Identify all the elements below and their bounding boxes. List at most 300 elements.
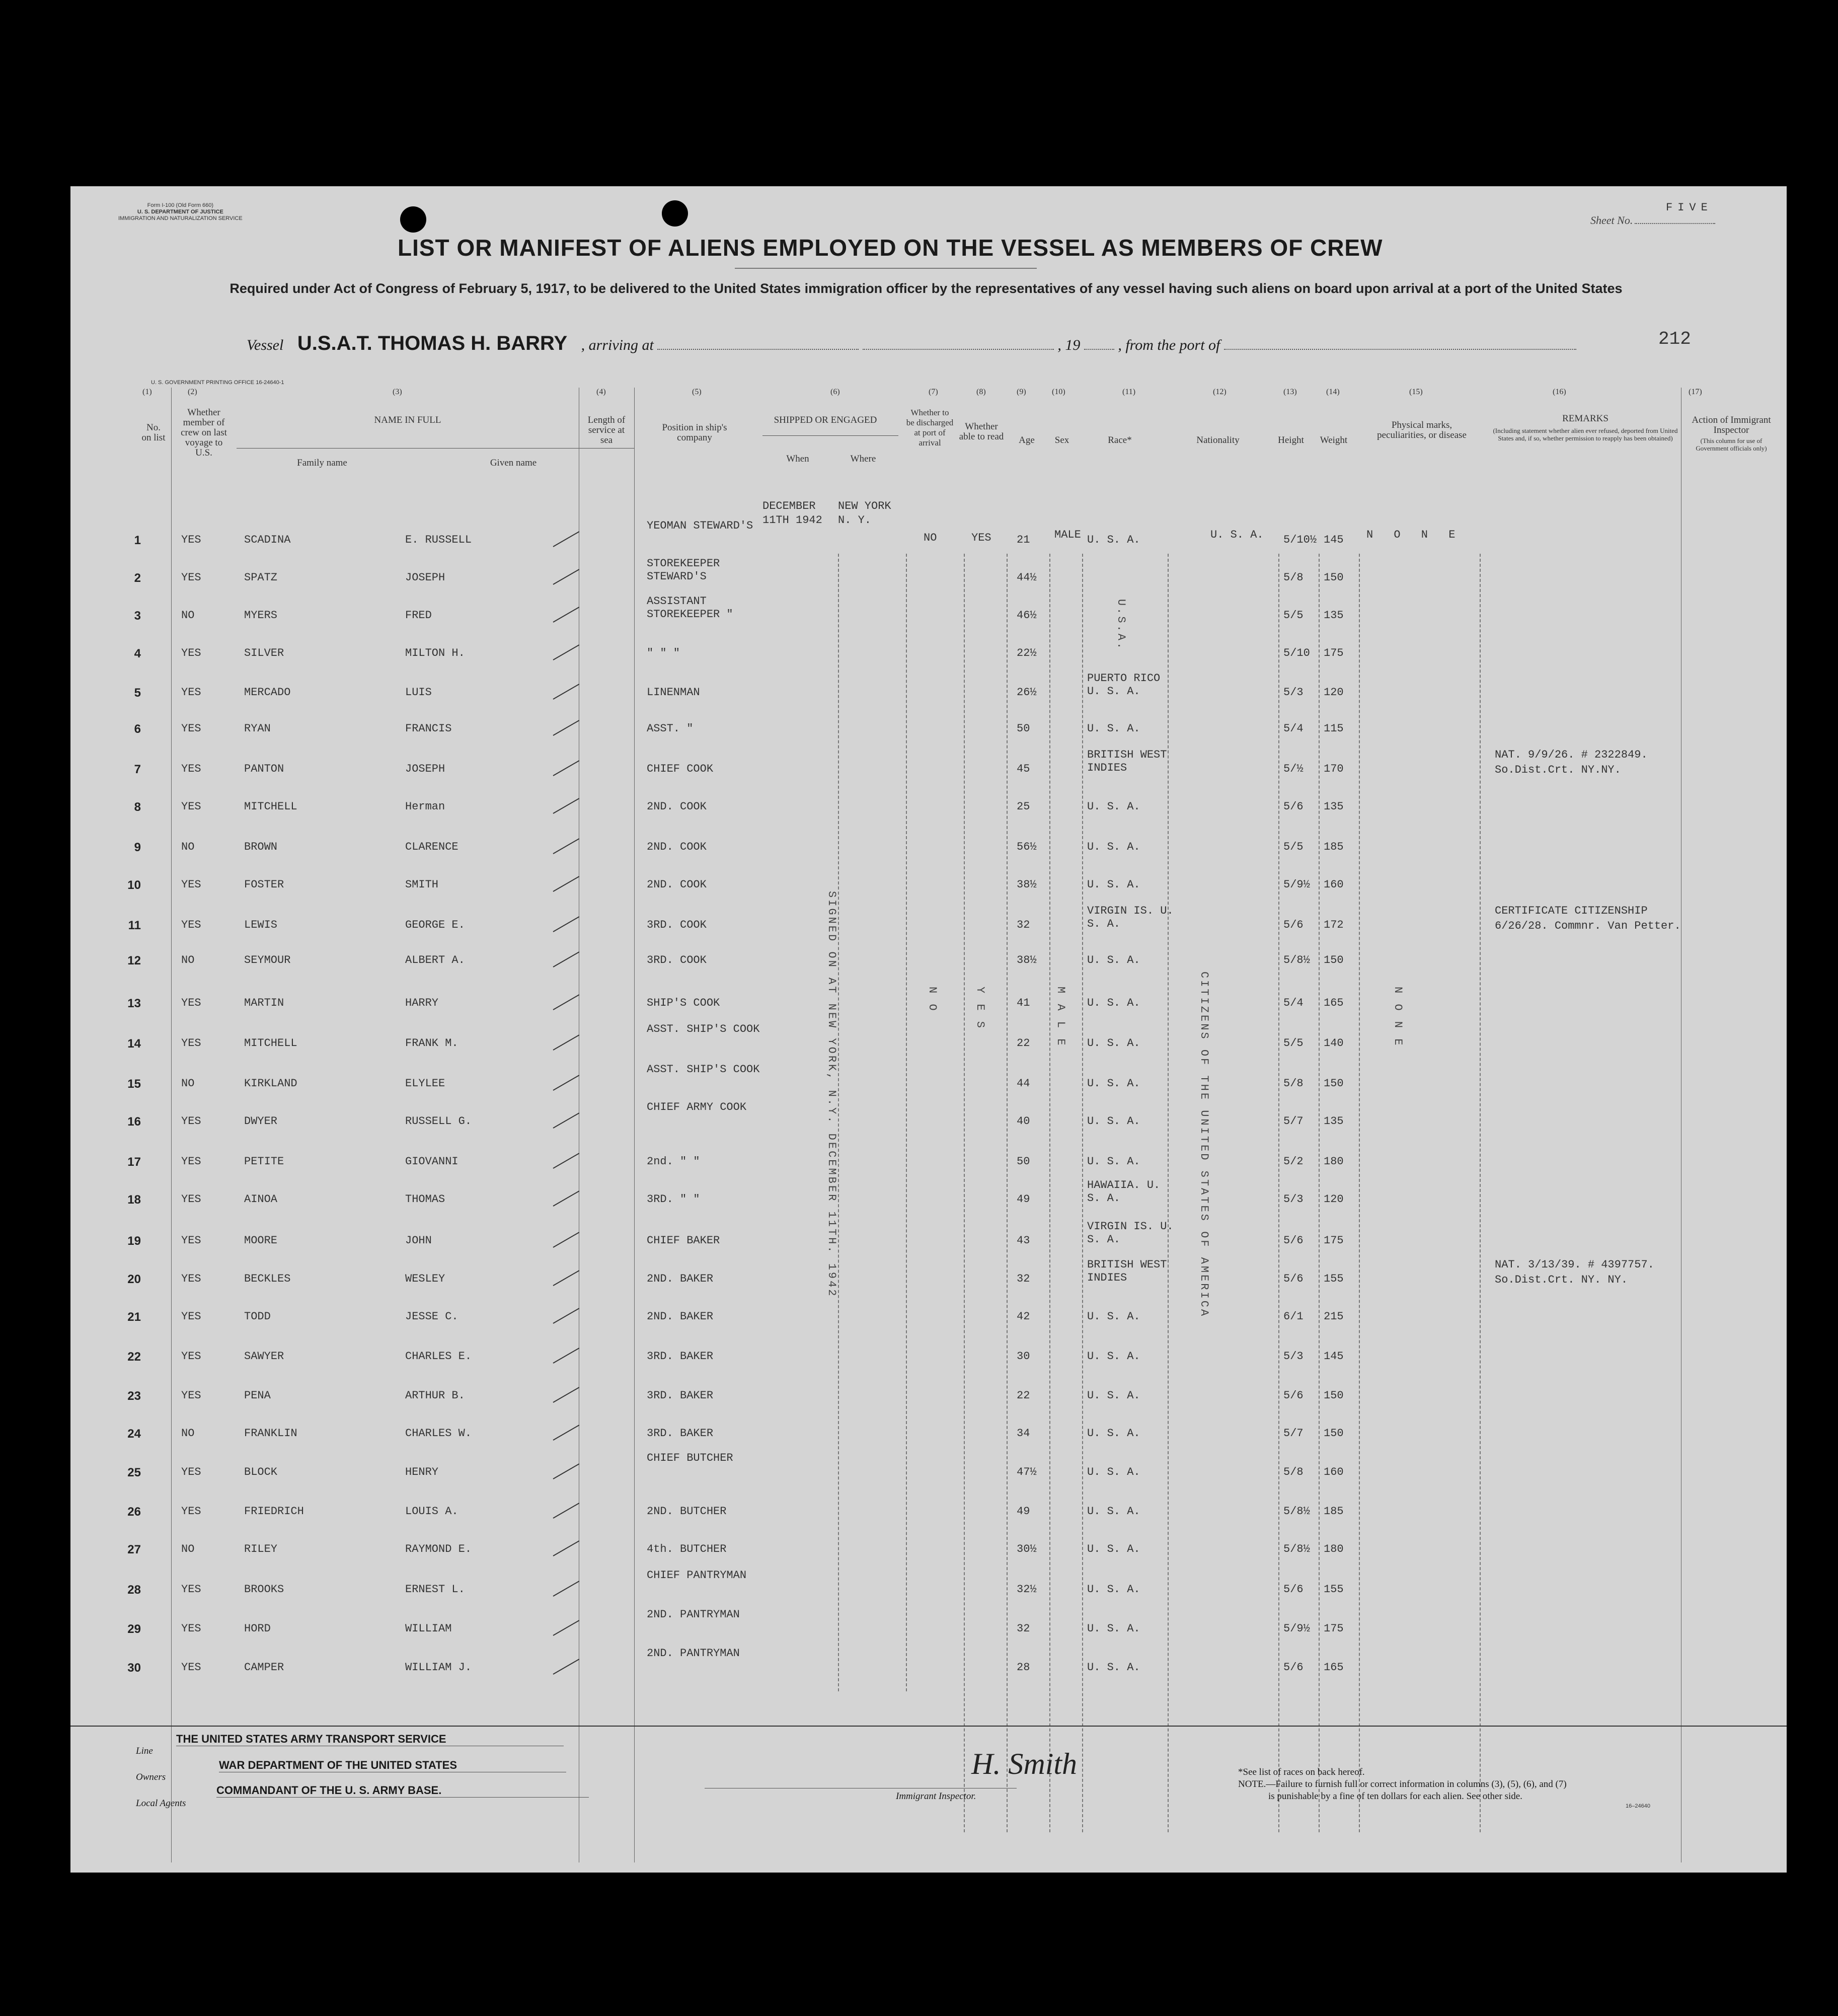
family-name: RILEY [244,1543,278,1555]
race: U. S. A. [1087,1661,1140,1674]
length-of-service-mark [553,1308,580,1324]
length-of-service-mark [553,1620,580,1636]
race: U. S. A. [1087,534,1140,546]
position: CHIEF PANTRYMAN [647,1569,747,1582]
given-name: CHARLES E. [405,1350,472,1363]
family-name: PANTON [244,763,284,775]
given-name: GIOVANNI [405,1155,458,1168]
weight: 175 [1324,1622,1344,1635]
family-name: BECKLES [244,1273,291,1285]
position: 3RD. COOK [647,919,707,931]
given-name: WESLEY [405,1273,445,1285]
column-number: (14) [1326,388,1340,396]
family-name: SILVER [244,647,284,659]
age: 30½ [1017,1543,1037,1555]
length-of-service-mark [553,760,580,776]
race: U. S. A. [1087,1037,1140,1050]
position: 3RD. COOK [647,954,707,966]
family-name: MYERS [244,609,278,622]
age: 44 [1017,1077,1030,1090]
column-number: (13) [1283,388,1297,396]
age: 49 [1017,1193,1030,1206]
age: 32 [1017,1273,1030,1285]
age: 22½ [1017,647,1037,659]
column-number: (6) [830,388,840,396]
footer-agents-label: Local Agents [136,1798,186,1809]
family-name: MARTIN [244,997,284,1009]
given-name: MILTON H. [405,647,465,659]
header-remarks-note: (Including statement whether alien ever refused, deported from United States and, if so, whether permission to reapply has been obtained) [1493,427,1678,442]
age: 50 [1017,1155,1030,1168]
member-of-crew: NO [181,954,195,966]
family-name: BROOKS [244,1583,284,1596]
height: 5/5 [1283,609,1304,622]
row-number: 10 [127,878,141,892]
member-of-crew: YES [181,1622,201,1635]
header-family-name: Family name [297,458,347,468]
given-name: FRED [405,609,432,622]
column-divider [171,388,172,1862]
position: CHIEF BAKER [647,1234,720,1247]
family-name: PENA [244,1389,271,1402]
given-name: THOMAS [405,1193,445,1206]
column-number: (2) [188,388,197,396]
member-of-crew: YES [181,800,201,813]
position: " " " [647,647,680,659]
family-name: MITCHELL [244,800,297,813]
row-number: 9 [134,841,141,854]
given-name: ALBERT A. [405,954,465,966]
family-name: SAWYER [244,1350,284,1363]
manifest-sheet [70,186,1787,1873]
sex-value: MALE [1054,529,1081,541]
form-code: 16–24640 [1626,1803,1650,1809]
given-name: ARTHUR B. [405,1389,465,1402]
height: 5/9½ [1283,878,1310,891]
form-id [118,202,243,222]
sheet-number [1590,201,1715,227]
header-height: Height [1278,435,1304,445]
age: 44½ [1017,571,1037,584]
age: 30 [1017,1350,1030,1363]
sheet-number-label: Sheet No. [1590,214,1633,227]
header-race: Race* [1108,435,1132,445]
given-name: HENRY [405,1466,439,1478]
length-of-service-mark [553,531,580,547]
races-note: *See list of races on back hereof. [1238,1767,1365,1777]
row-number: 27 [127,1543,141,1556]
footer-rule [70,1726,1787,1727]
header-age: Age [1019,435,1035,445]
race: U. S. A. [1087,1389,1140,1402]
height: 5/3 [1283,1350,1304,1363]
header-shipped: SHIPPED OR ENGAGED [774,415,877,425]
race: U. S. A. [1087,1427,1140,1440]
length-of-service-mark [553,1503,580,1519]
member-of-crew: NO [181,841,195,853]
member-of-crew: YES [181,1037,201,1050]
length-of-service-mark [553,951,580,967]
position: CHIEF ARMY COOK [647,1101,747,1113]
member-of-crew: NO [181,1077,195,1090]
column-number: (1) [142,388,152,396]
height: 5/5 [1283,841,1304,853]
member-of-crew: YES [181,878,201,891]
row-number: 25 [127,1466,141,1479]
race: U. S. A. [1087,1543,1140,1555]
row-number: 15 [127,1077,141,1091]
inspector-signature: H. Smith [971,1747,1077,1780]
race: U. S. A. [1087,1505,1140,1518]
header-remarks: REMARKS [1562,413,1609,424]
height: 5/10 [1283,647,1310,659]
height: 5/3 [1283,686,1304,699]
punch-hole [662,200,688,227]
height: 6/1 [1283,1310,1304,1323]
row-number: 5 [134,686,141,700]
footer-line-label: Line [136,1746,153,1756]
age: 38½ [1017,954,1037,966]
column-number: (17) [1689,388,1702,396]
race: U. S. A. [1087,1077,1140,1090]
length-of-service-mark [553,798,580,814]
age: 32 [1017,919,1030,931]
row-number: 17 [127,1155,141,1169]
race-ditto: U.S.A. [1115,599,1127,651]
length-of-service-mark [553,569,580,585]
race: U. S. A. [1087,954,1140,966]
weight: 180 [1324,1155,1344,1168]
form-number: Form I-100 (Old Form 660) [147,202,214,208]
race: VIRGIN IS. U. S. A. [1087,905,1174,930]
member-of-crew: YES [181,1193,201,1206]
position: ASSISTANT STOREKEEPER " [647,595,733,621]
height: 5/½ [1283,763,1304,775]
header-read: Whether able to read [959,421,1004,442]
header-length: Length of service at sea [587,415,626,445]
age: 56½ [1017,841,1037,853]
weight: 170 [1324,763,1344,775]
row-number: 20 [127,1273,141,1286]
row-number: 8 [134,800,141,814]
row-number: 11 [128,919,141,932]
family-name: LEWIS [244,919,278,931]
member-of-crew: YES [181,1389,201,1402]
row-number: 22 [127,1350,141,1364]
discharged-value: NO [924,532,937,544]
header-action: Action of Immigrant Inspector [1692,415,1771,435]
age: 26½ [1017,686,1037,699]
header-rule [762,435,898,436]
height: 5/8 [1283,1466,1304,1478]
position: ASST. " [647,722,694,735]
sex-ditto: M A L E [1054,987,1067,1048]
position: 2ND. PANTRYMAN [647,1608,740,1621]
height: 5/8 [1283,1077,1304,1090]
vessel-line [247,332,1576,355]
family-name: SPATZ [244,571,278,584]
weight: 180 [1324,1543,1344,1555]
column-number: (5) [692,388,702,396]
column-number: (7) [929,388,938,396]
position: 2ND. COOK [647,800,707,813]
race: U. S. A. [1087,997,1140,1009]
member-of-crew: YES [181,1661,201,1674]
port-label: , from the port of [1118,337,1220,353]
length-of-service-mark [553,1659,580,1675]
row-number: 1 [134,534,141,547]
shipped-where: NEW YORK N. Y. [838,500,891,527]
family-name: KIRKLAND [244,1077,297,1090]
given-name: LUIS [405,686,432,699]
weight: 165 [1324,997,1344,1009]
year-label: , 19 [1057,337,1081,353]
weight: 150 [1324,1077,1344,1090]
length-of-service-mark [553,644,580,660]
age: 22 [1017,1389,1030,1402]
header-action-note: (This column for use of Government officials only) [1696,437,1767,452]
signed-on-note: SIGNED ON AT NEW YORK, N.Y. DECEMBER 11TH. 1942 [825,891,838,1298]
race: U. S. A. [1087,1310,1140,1323]
race: U. S. A. [1087,878,1140,891]
length-of-service-mark [553,1232,580,1248]
race: U. S. A. [1087,1350,1140,1363]
race: U. S. A. [1087,722,1140,735]
height: 5/9½ [1283,1622,1310,1635]
inspector-label: Immigrant Inspector. [896,1791,976,1802]
age: 21 [1017,534,1030,546]
position: 4th. BUTCHER [647,1543,727,1555]
family-name: BLOCK [244,1466,278,1478]
weight: 150 [1324,1427,1344,1440]
row-number: 24 [127,1427,141,1441]
length-of-service-mark [553,994,580,1010]
position: 2ND. PANTRYMAN [647,1647,740,1660]
column-number: (10) [1052,388,1065,396]
weight: 175 [1324,1234,1344,1247]
position: ASST. SHIP'S COOK [647,1063,760,1076]
race: U. S. A. [1087,1622,1140,1635]
column-divider [838,554,839,1691]
family-name: SEYMOUR [244,954,291,966]
member-of-crew: NO [181,1543,195,1555]
row-number: 29 [127,1622,141,1636]
age: 43 [1017,1234,1030,1247]
remarks: NAT. 3/13/39. # 4397757. So.Dist.Crt. NY. NY. [1495,1258,1654,1286]
height: 5/8½ [1283,954,1310,966]
family-name: PETITE [244,1155,284,1168]
shipped-when: DECEMBER 11TH 1942 [762,500,822,527]
length-of-service-mark [553,1540,580,1556]
member-of-crew: YES [181,647,201,659]
family-name: DWYER [244,1115,278,1128]
row-number: 4 [134,647,141,660]
weight: 172 [1324,919,1344,931]
printing-office: U. S. GOVERNMENT PRINTING OFFICE 16-24640-1 [151,380,284,386]
race: PUERTO RICO U. S. A. [1087,672,1161,698]
remarks: NAT. 9/9/26. # 2322849. So.Dist.Crt. NY.NY. [1495,749,1648,776]
column-number: (12) [1213,388,1227,396]
weight: 185 [1324,841,1344,853]
age: 32 [1017,1622,1030,1635]
header-physical: Physical marks, peculiarities, or disease [1377,420,1467,440]
race: BRITISH WEST INDIES [1087,1258,1167,1284]
given-name: JOHN [405,1234,432,1247]
height: 5/6 [1283,1389,1304,1402]
weight: 120 [1324,686,1344,699]
member-of-crew: YES [181,534,201,546]
age: 32½ [1017,1583,1037,1596]
position: STOREKEEPER STEWARD'S [647,557,720,583]
given-name: WILLIAM [405,1622,452,1635]
race: HAWAIIA. U. S. A. [1087,1179,1161,1205]
given-name: CLARENCE [405,841,458,853]
column-number: (16) [1553,388,1566,396]
weight: 145 [1324,534,1344,546]
height: 5/7 [1283,1427,1304,1440]
position: 2ND. BAKER [647,1273,714,1285]
given-name: JOSEPH [405,571,445,584]
title-rule [735,268,1037,269]
weight: 135 [1324,800,1344,813]
given-name: ERNEST L. [405,1583,465,1596]
sheet-number-value: FIVE [1666,201,1713,214]
position: LINENMAN [647,686,700,699]
header-where: Where [850,454,876,464]
length-of-service-mark [553,1463,580,1479]
height: 5/10½ [1283,534,1317,546]
age: 46½ [1017,609,1037,622]
age: 22 [1017,1037,1030,1050]
given-name: SMITH [405,878,439,891]
weight: 115 [1324,722,1344,735]
height: 5/5 [1283,1037,1304,1050]
column-divider [1007,554,1008,1832]
row-number: 26 [127,1505,141,1519]
race: U. S. A. [1087,1115,1140,1128]
weight: 155 [1324,1583,1344,1596]
column-number: (15) [1409,388,1423,396]
vessel-name: U.S.A.T. THOMAS H. BARRY [297,332,568,354]
column-divider [1480,554,1481,1832]
length-of-service-mark [553,1112,580,1129]
row-number: 14 [127,1037,141,1051]
height: 5/7 [1283,1115,1304,1128]
given-name: ELYLEE [405,1077,445,1090]
header-rule [237,448,634,449]
given-name: E. RUSSELL [405,534,472,546]
height: 5/6 [1283,1583,1304,1596]
position: 2ND. BUTCHER [647,1505,727,1518]
column-divider [1082,554,1083,1832]
family-name: FRIEDRICH [244,1505,304,1518]
row-number: 30 [127,1661,141,1675]
family-name: FRANKLIN [244,1427,297,1440]
page-title: LIST OR MANIFEST OF ALIENS EMPLOYED ON THE VESSEL AS MEMBERS OF CREW [398,235,1383,261]
weight: 185 [1324,1505,1344,1518]
position: 3RD. " " [647,1193,700,1206]
weight: 120 [1324,1193,1344,1206]
length-of-service-mark [553,1190,580,1207]
height: 5/6 [1283,1234,1304,1247]
family-name: TODD [244,1310,271,1323]
row-number: 19 [127,1234,141,1248]
length-of-service-mark [553,1075,580,1091]
length-of-service-mark [553,1270,580,1286]
footer-owners-value: WAR DEPARTMENT OF THE UNITED STATES [219,1759,566,1772]
height: 5/6 [1283,919,1304,931]
weight: 175 [1324,647,1344,659]
discharged-ditto: N O [926,987,939,1013]
weight: 135 [1324,609,1344,622]
header-name: NAME IN FULL [374,415,441,425]
position: 2ND. COOK [647,878,707,891]
header-discharged: Whether to be discharged at port of arrival [906,408,954,447]
length-of-service-mark [553,1581,580,1597]
read-value: YES [971,532,991,544]
member-of-crew: YES [181,1155,201,1168]
column-divider [634,388,635,1862]
column-number: (9) [1017,388,1026,396]
family-name: MERCADO [244,686,291,699]
header-member: Whether member of crew on last voyage to U.S. [181,407,227,458]
column-number: (3) [393,388,402,396]
family-name: HORD [244,1622,271,1635]
weight: 165 [1324,1661,1344,1674]
row-number: 12 [127,954,141,967]
weight: 150 [1324,954,1344,966]
header-nationality: Nationality [1196,435,1240,445]
given-name: WILLIAM J. [405,1661,472,1674]
row-number: 23 [127,1389,141,1403]
citizens-note: CITIZENS OF THE UNITED STATES OF AMERICA [1198,972,1210,1318]
length-of-service-mark [553,838,580,854]
length-of-service-mark [553,1425,580,1441]
given-name: HARRY [405,997,439,1009]
given-name: FRANK M. [405,1037,458,1050]
footer-owners-label: Owners [136,1772,166,1782]
position: CHIEF BUTCHER [647,1452,733,1464]
age: 42 [1017,1310,1030,1323]
family-name: MOORE [244,1234,278,1247]
nationality-value: U. S. A. [1210,529,1264,541]
column-divider [1319,554,1320,1832]
age: 28 [1017,1661,1030,1674]
header-no: No. on list [141,422,166,443]
age: 41 [1017,997,1030,1009]
length-of-service-mark [553,1153,580,1169]
read-ditto: Y E S [974,987,986,1030]
race: U. S. A. [1087,1583,1140,1596]
given-name: FRANCIS [405,722,452,735]
length-of-service-mark [553,607,580,623]
header-given-name: Given name [490,458,537,468]
position: ASST. SHIP'S COOK [647,1023,760,1035]
height: 5/8½ [1283,1505,1310,1518]
family-name: CAMPER [244,1661,284,1674]
member-of-crew: YES [181,919,201,931]
family-name: BROWN [244,841,278,853]
column-divider [906,554,907,1691]
page-subtitle: Required under Act of Congress of February 5, 1917, to be delivered to the United States immigration officer by the representatives of any vessel having such aliens on board upon arrival at a port of the United States [229,281,1623,296]
weight: 140 [1324,1037,1344,1050]
physical-value: N O N E [1366,529,1463,541]
height: 5/6 [1283,800,1304,813]
position: 3RD. BAKER [647,1427,714,1440]
member-of-crew: YES [181,1350,201,1363]
length-of-service-mark [553,684,580,700]
footer-line-value: THE UNITED STATES ARMY TRANSPORT SERVICE [176,1733,564,1746]
